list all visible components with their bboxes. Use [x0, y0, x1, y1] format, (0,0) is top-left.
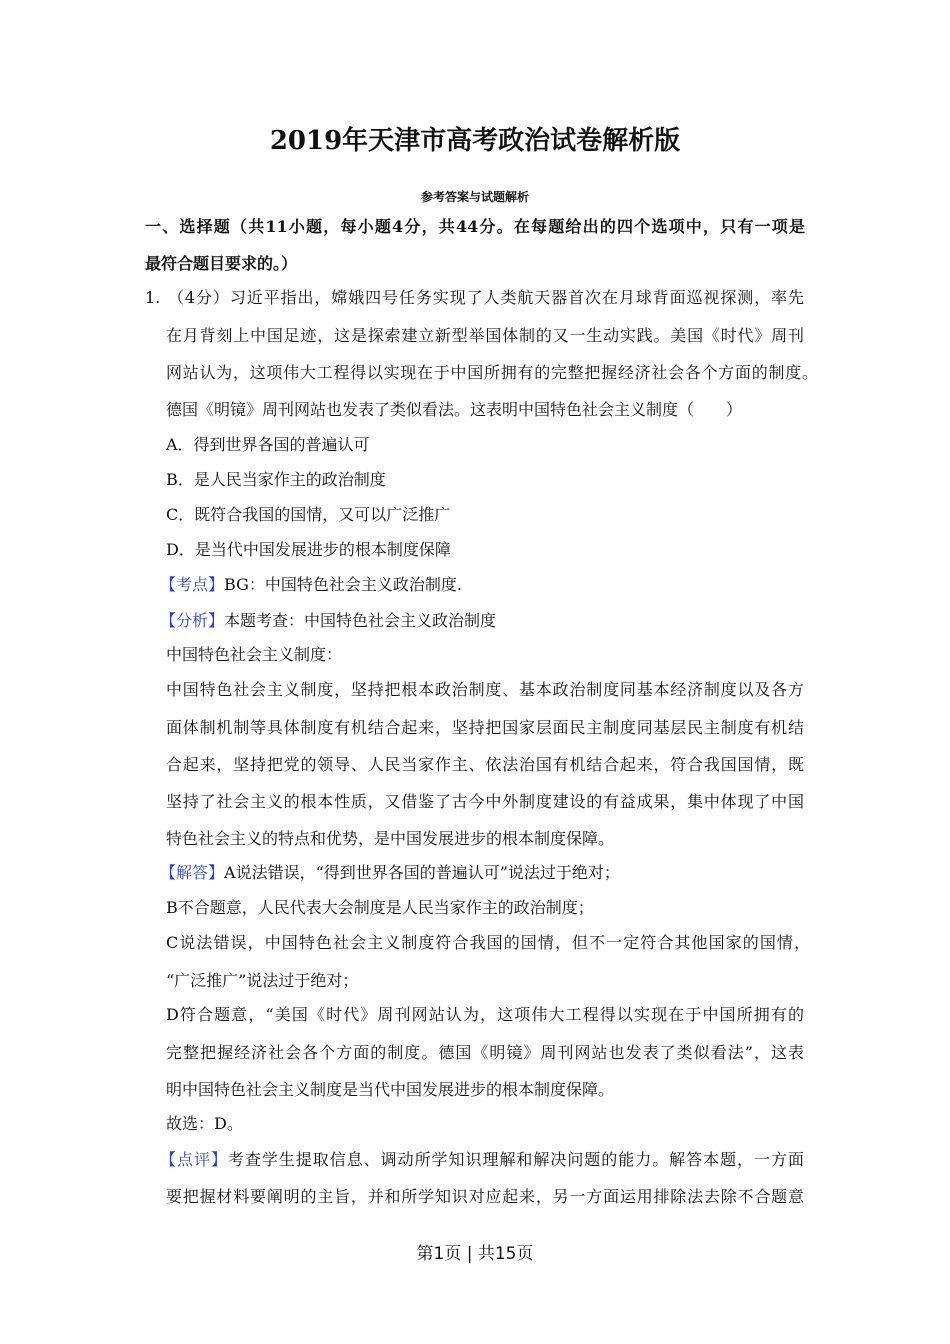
- document-subtitle: 参考答案与试题解析: [420, 190, 529, 204]
- answer-line: D符合题意，“美国《时代》周刊网站认为，这项伟大工程得以实现在于中国所拥有的: [166, 1005, 804, 1024]
- answer-line: B不合题意，人民代表大会制度是人民当家作主的政治制度；: [166, 898, 594, 917]
- fenxi-line: [160, 611, 496, 631]
- answer-choice: 故选：D。: [166, 1114, 243, 1133]
- kaodian-text: BG：中国特色社会主义政治制度.: [224, 575, 462, 594]
- analysis-line: 坚持了社会主义的根本性质，又借鉴了古今中外制度建设的有益成果，集中体现了中国: [166, 792, 804, 811]
- answer-line: 完整把握经济社会各个方面的制度。德国《明镜》周刊网站也发表了类似看法”，这表: [166, 1043, 804, 1062]
- section-heading: 一、选择题（共11小题，每小题4分，共44分。在每题给出的四个选项中，只有一项是: [145, 217, 805, 236]
- jieda-line: [160, 863, 620, 883]
- fenxi-tag: 【分析】: [160, 611, 225, 630]
- option-d: D．是当代中国发展进步的根本制度保障: [166, 540, 451, 559]
- option-a: A．得到世界各国的普遍认可: [166, 435, 370, 454]
- comment-line: 要把握材料要阐明的主旨，并和所学知识对应起来，另一方面运用排除法去除不合题意: [166, 1187, 804, 1206]
- option-c: C．既符合我国的国情，又可以广泛推广: [166, 505, 451, 524]
- page-footer: 第1页 | 共15页: [416, 1244, 534, 1264]
- option-b: B．是人民当家作主的政治制度: [166, 470, 386, 489]
- question-stem-line: 在月背刻上中国足迹，这是探索建立新型举国体制的又一生动实践。美国《时代》周刊: [166, 326, 804, 345]
- document-title: 2019年天津市高考政治试卷解析版: [269, 126, 681, 156]
- analysis-line: 中国特色社会主义制度，坚持把根本政治制度、基本政治制度同基本经济制度以及各方: [166, 680, 804, 699]
- kaodian-tag: 【考点】: [160, 575, 225, 594]
- analysis-line: 面体制机制等具体制度有机结合起来，坚持把国家层面民主制度同基层民主制度有机结: [166, 718, 804, 737]
- question-stem-line: 网站认为，这项伟大工程得以实现在于中国所拥有的完整把握经济社会各个方面的制度。: [166, 363, 818, 382]
- question-number: 1.: [145, 288, 161, 307]
- jieda-text: A说法错误，“得到世界各国的普遍认可”说法过于绝对；: [224, 863, 620, 882]
- answer-line: C说法错误，中国特色社会主义制度符合我国的国情，但不一定符合其他国家的国情，: [166, 933, 810, 952]
- analysis-line: 合起来，坚持把党的领导、人民当家作主、依法治国有机结合起来，符合我国国情，既: [166, 755, 804, 774]
- analysis-line: 中国特色社会主义制度：: [166, 645, 343, 664]
- question-stem-line: （4分）习近平指出，嫦娥四号任务实现了人类航天器首次在月球背面巡视探测，率先: [168, 288, 804, 307]
- dianping-text: 考查学生提取信息、调动所学知识理解和解决问题的能力。解答本题，一方面: [227, 1150, 804, 1169]
- question-stem-line: 德国《明镜》周刊网站也发表了类似看法。这表明中国特色社会主义制度（ ）: [166, 400, 743, 419]
- dianping-line: [160, 1150, 804, 1170]
- dianping-tag: 【点评】: [160, 1150, 228, 1169]
- section-heading-cont: 最符合题目要求的。）: [145, 254, 298, 273]
- analysis-line: 特色社会主义的特点和优势，是中国发展进步的根本制度保障。: [166, 829, 615, 848]
- fenxi-text: 本题考查：中国特色社会主义政治制度: [224, 611, 497, 630]
- kaodian-line: [160, 575, 462, 595]
- answer-line: 明中国特色社会主义制度是当代中国发展进步的根本制度保障。: [166, 1080, 615, 1099]
- jieda-tag: 【解答】: [160, 863, 225, 882]
- answer-line: “广泛推广”说法过于绝对；: [166, 971, 359, 990]
